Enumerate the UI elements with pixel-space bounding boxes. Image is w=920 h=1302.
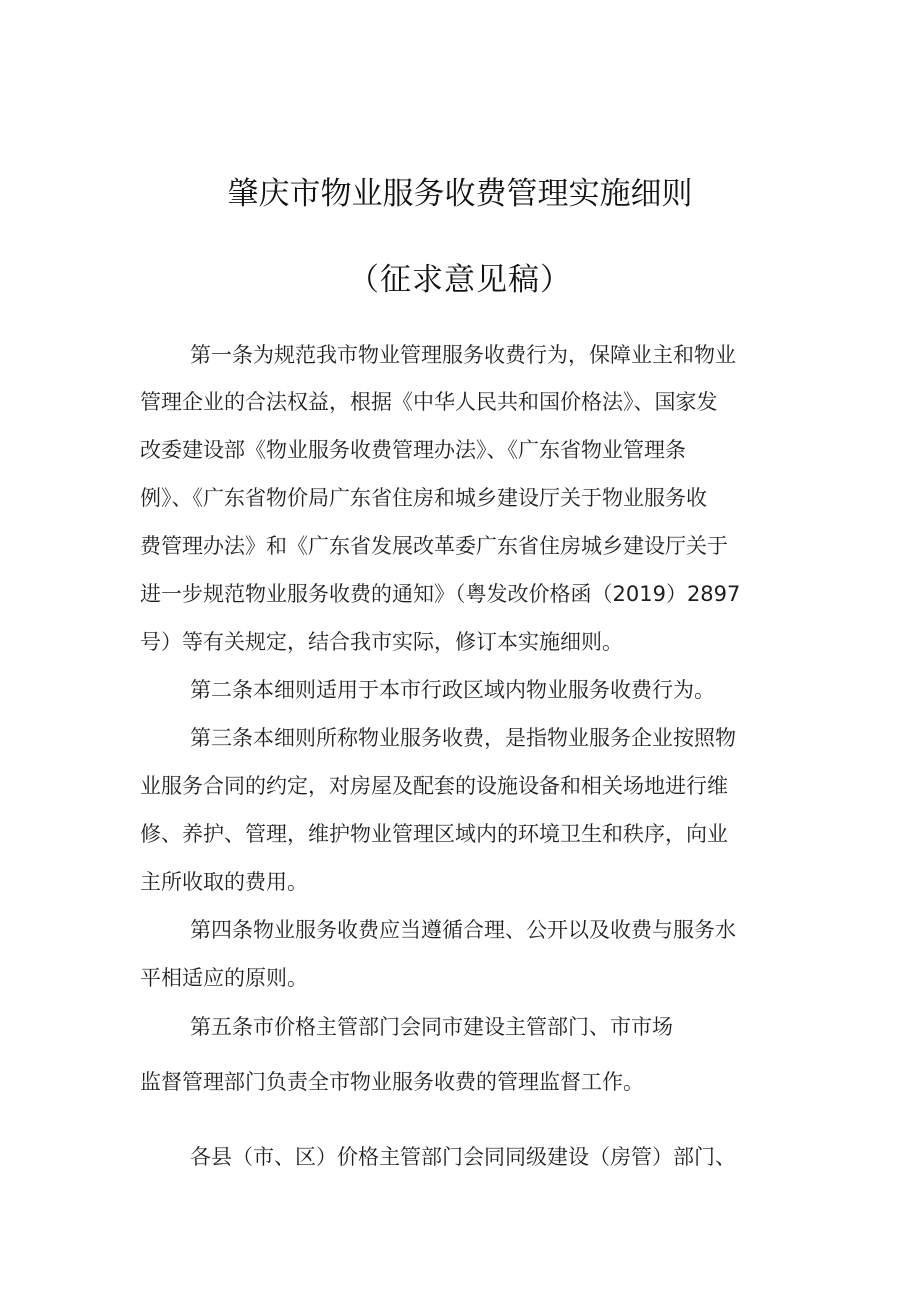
article-1-line-2: 管理企业的合法权益，根据《中华人民共和国价格法》、国家发 [140, 390, 718, 414]
article-1-line-5: 费管理办法》和《广东省发展改革委广东省住房城乡建设厅关于 [140, 534, 728, 558]
article-5-line-1: 第五条市价格主管部门会同市建设主管部门、市市场 [190, 1015, 673, 1039]
article-1-line-4: 例》、《广东省物价局广东省住房和城乡建设厅关于物业服务收 [140, 486, 707, 510]
article-1-line-1: 第一条为规范我市物业管理服务收费行为，保障业主和物业 [190, 343, 736, 367]
article-1-line-3: 改委建设部《物业服务收费管理办法》、《广东省物业管理条 [140, 438, 686, 462]
article-1-line-6: 进一步规范物业服务收费的通知》（粤发改价格函（2019）2897 [140, 582, 741, 606]
article-3-line-2: 业服务合同的约定，对房屋及配套的设施设备和相关场地进行维 [140, 774, 728, 798]
article-2-line-1: 第二条本细则适用于本市行政区域内物业服务收费行为。 [190, 678, 715, 702]
article-4-line-2: 平相适应的原则。 [140, 966, 308, 990]
article-3-line-4: 主所收取的费用。 [140, 870, 308, 894]
article-1-line-7: 号）等有关规定，结合我市实际，修订本实施细则。 [140, 630, 623, 654]
article-5-paragraph-2-line-1: 各县（市、区）价格主管部门会同同级建设（房管）部门、 [190, 1145, 736, 1169]
article-3-line-1: 第三条本细则所称物业服务收费，是指物业服务企业按照物 [190, 726, 736, 750]
article-4-line-1: 第四条物业服务收费应当遵循合理、公开以及收费与服务水 [190, 918, 736, 942]
article-3-line-3: 修、养护、管理，维护物业管理区域内的环境卫生和秩序，向业 [140, 822, 728, 846]
document-subtitle: （征求意见稿） [348, 262, 572, 298]
article-5-line-2: 监督管理部门负责全市物业服务收费的管理监督工作。 [140, 1070, 644, 1094]
document-title: 肇庆市物业服务收费管理实施细则 [227, 176, 693, 212]
